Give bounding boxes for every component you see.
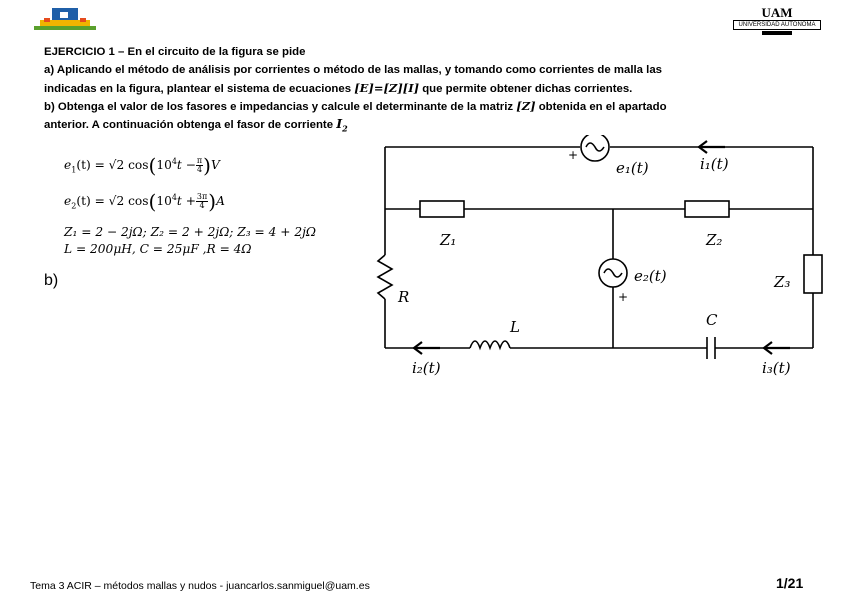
e2-frac-den: 4 — [199, 201, 205, 211]
label-z3: Z₃ — [774, 273, 791, 291]
current-phasor-i2 — [336, 116, 348, 134]
plus-e1: + — [568, 148, 579, 162]
e2-mid: (t) = √2 cos — [76, 194, 149, 209]
impedance-z2-icon — [685, 201, 729, 217]
part-b-text-end: obtenida en el apartado — [535, 101, 667, 113]
building-logo-icon — [30, 6, 100, 36]
e1-symbol: e — [64, 158, 72, 173]
matrix-z: [Z] — [516, 99, 536, 113]
resistor-r-icon — [378, 255, 392, 299]
e2-exp: 4 — [171, 193, 177, 202]
logo-bar — [762, 31, 792, 35]
impedance-z1-icon — [420, 201, 464, 217]
label-c: C — [706, 311, 718, 329]
e1-arg: 10 — [156, 158, 172, 173]
label-e1: e₁(t) — [616, 159, 649, 177]
circuit-diagram — [370, 135, 840, 385]
label-z1: Z₁ — [440, 231, 457, 249]
part-b-label: b) — [44, 272, 59, 289]
impedance-values: Z₁ = 2 − 2jΩ; Z₂ = 2 + 2jΩ; Z₃ = 4 + 2jΩ — [64, 225, 316, 239]
e2-symbol: e — [64, 194, 72, 209]
part-a-line2 — [44, 79, 824, 98]
label-e2: e₂(t) — [634, 267, 667, 285]
i2-symbol: I — [336, 116, 343, 131]
part-a-line1: a) Aplicando el método de análisis por corrientes o método de las mallas, y tomando como corrientes de malla las — [44, 64, 663, 76]
component-values: L = 200μH, C = 25μF ,R = 4Ω — [64, 242, 252, 256]
exercise-title: EJERCICIO 1 – En el circuito de la figura se pide — [44, 46, 306, 58]
label-z2: Z₂ — [706, 231, 723, 249]
part-a-text-end: que permite obtener dichas corrientes. — [419, 83, 633, 95]
e1-frac-den: 4 — [196, 165, 203, 175]
e1-mid: (t) = √2 cos — [76, 158, 149, 173]
uam-logo — [733, 6, 821, 36]
plus-e2: + — [618, 290, 629, 304]
label-i1: i₁(t) — [700, 155, 729, 173]
impedance-z3-icon — [804, 255, 822, 293]
e1-sub: 1 — [71, 165, 77, 175]
e1-t: t − — [176, 158, 196, 173]
part-a-text: indicadas en la figura, plantear el sistema de ecuaciones — [44, 83, 355, 95]
inductor-l-icon — [470, 341, 510, 348]
label-r: R — [398, 288, 410, 306]
e2-sub: 2 — [71, 201, 77, 211]
label-i2: i₂(t) — [412, 359, 441, 377]
sine-e1-icon — [586, 143, 604, 151]
part-b-line1 — [44, 97, 824, 116]
uam-logo-title: UAM — [761, 5, 793, 20]
matrix-equation: [E]=[Z][I] — [354, 81, 420, 95]
label-i3: i₃(t) — [762, 359, 791, 377]
formula-e2: $e_2(t) = √2$ $\cos(10^4t$ + $\frac{3\pi}{4}$ )A — [64, 189, 225, 214]
e2-arg: 10 — [156, 194, 172, 209]
label-l: L — [510, 318, 520, 336]
e2-unit: A — [216, 194, 225, 209]
footer-text: Tema 3 ACIR – métodos mallas y nudos - juancarlos.sanmiguel@uam.es — [30, 580, 370, 592]
sine-e2-icon — [604, 269, 622, 277]
e2-fraction — [196, 193, 208, 210]
e2-frac-num: 3π — [196, 192, 208, 202]
e1-exp: 4 — [171, 157, 177, 166]
part-b-text: b) Obtenga el valor de los fasores e impedancias y calcule el determinante de la matriz — [44, 101, 517, 113]
part-b-text2: anterior. A continuación obtenga el fasor de corriente — [44, 119, 337, 131]
e1-unit: V — [210, 158, 220, 173]
e1-frac-num: π — [196, 156, 203, 166]
formula-e1: $e_1(t) = √2$ $\cos(10^4t$ − $\frac{\pi}{4}$ )V — [64, 153, 220, 178]
i2-subscript: 2 — [342, 123, 348, 134]
e2-t: t + — [176, 194, 196, 209]
page-number: 1/21 — [776, 575, 804, 591]
uam-logo-subtitle: UNIVERSIDAD AUTONOMA — [733, 20, 821, 30]
